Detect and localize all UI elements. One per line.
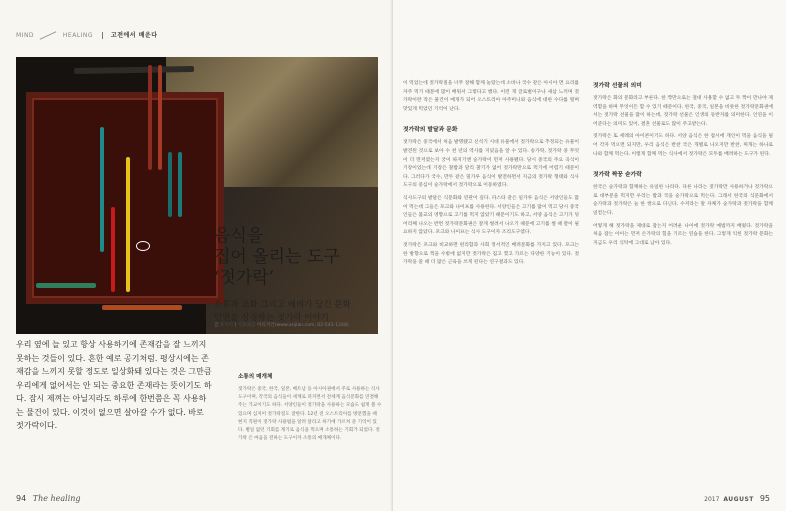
right-page xyxy=(393,0,786,511)
paragraph: 젓가락은 중국에서 처음 발명됐고 신석기 시대 유물에서 젓가락으로 추정되는 유물이 발견된 것으로 보아 수 천 년의 역사를 지녔음을 알 수 있다. 송가락, 젓가락 중 무엇이 더 먼저였는지 궁이 따지기엔 숟가락이 먼저 사용됐다. 당시 중국의 주요 곡식이 기장이었는데 기장은 찰밥과 달리 찰기가 없어 젓가락만으로 먹기에 어렵기 때문이다. 그러다가 국수, 만두 같은 밀가루 음식이 발전하면서 지금의 젓가락 형태와 식사도구의 중심이 숟가락에서 젓가락으로 이동하였다. xyxy=(403,140,579,189)
paragraph: 젓가락은 또 세례의 아이콘이기도 하다. 서양 음식은 한 접시에 개인이 먹을 음식을 덜어 각자 먹으면 되지만, 우리 음식은 반찬 국은 개별로 나오지만 반찬, 찌개는 하나로 나와 함께 먹는다. 이렇게 함께 먹는 식사에서 젓가락은 모두를 배려하는 도구가 된다. xyxy=(593,134,773,157)
paragraph: 한국은 숟가락과 함께하는 유일한 나라다. 다른 나라는 젓가락만 사용하거나 젓가락으로 대부분을 먹지만 우리는 밥과 국을 숟가락으로 먹는다. 그래서 한국의 식문화에서 숟가락과 젓가락은 늘 한 쌍으로 다닌다. 수저라는 말 자체가 숟가락과 젓가락을 함께 일컫는다. xyxy=(593,185,773,216)
chopstick xyxy=(102,305,182,310)
paragraph: 어떻게 해 젓가락을 제대로 잡는지 어려운 나이에 젓가락 예법까지 배웠다. 젓가락을 처음 잡는 아이는 먼저 손가락의 힘을 기르는 연습을 한다. 그렇게 익힌 젓가락 문화는 지금도 우리 식탁에 그대로 남아 있다. xyxy=(593,223,773,246)
byline-credit: 아리지안(www.arijian.com, 02-543-1248) xyxy=(256,323,349,328)
chopstick xyxy=(178,152,182,217)
byline-credit-prefix: 자료제공 xyxy=(237,323,256,328)
subtitle-line: 인연을 상징하는 젓가락 이야기 xyxy=(214,313,329,323)
subheading: 젓가락의 발달과 문화 xyxy=(403,127,458,134)
paragraph: 식사도구의 발달은 식문화와 연관이 깊다. 파스타 같은 일가루 음식은 서양인들도 많이 먹는데 그들은 포크와 나이프를 사용한다. 서양인들은 고기를 많이 먹고 당시 중국인들은 불교의 영향으로 고기를 먹지 않았기 때문이기도 하고, 서양 음식은 고기가 덩어리째 나오는 반면 젓가락문화권은 잘게 썰려서 나오기 때문에 고기를 썰 때 칼이 필요하지 않았다. 포크와 나이프는 식사 도구이자 조리도구였다. xyxy=(403,195,579,236)
byline-sep: | xyxy=(234,323,237,328)
lead-paragraph: 우리 옆에 늘 있고 항상 사용하기에 존재감을 잘 느끼지 못하는 것들이 있다. 흔한 예로 공기처럼. 평상시에는 존재감을 느끼지 못할 정도로 일상화돼 있다는 것은 그만큼 우리에게 없어서는 안 되는 중요한 존재라는 뜻이기도 하다. 잠시 제껴는 아닐지라도 하루에 한번쯤은 꼭 사용하는 물건이 있다. 이것이 없으면 살아갈 수가 없다. 바로 젓가락이다. xyxy=(16,340,212,430)
header-slash xyxy=(40,31,57,40)
folio-month: AUGUST xyxy=(723,496,754,503)
mind-label: MIND xyxy=(16,32,35,39)
section-header xyxy=(16,30,158,39)
subtitle-line: 소통과 조화 그리고 배려가 담긴 문화 xyxy=(214,300,351,310)
byline-author: 유지아 xyxy=(219,323,234,328)
right-folio xyxy=(704,494,770,503)
chopstick xyxy=(100,127,104,252)
sidebar-text: 젓가락은 중국, 한국, 일본, 베트남 등 아시아권에서 주로 사용하는 식사도구이며, 각국의 음식들이 세계로 퍼지면서 전세계 음식문화를 연결해주는 가교이기도 하다. 서양인들이 젓가락을 사용하는 모습도 쉽게 볼 수 있으며 심지어 젓가락질도 잘한다. 12년 전 오스트리아를 방문했을 때 현지 직원이 젓가락 사용법을 알려 달라고 하기에 가르쳐 준 기억이 있다. 별일 없던 기회를 계기로 음식을 먹으며 소통하는 기회가 되었다. 젓가락 은 마음을 전하는 도구이자 소통의 매개체이다. xyxy=(238,387,382,442)
magazine-name: The healing xyxy=(32,494,81,503)
chopstick xyxy=(36,283,96,288)
header-divider xyxy=(102,32,103,39)
byline xyxy=(214,322,349,328)
healing-label: HEALING xyxy=(62,32,94,39)
title-line: ‘젓가락’ xyxy=(214,268,275,288)
column-title: 고전에서 배운다 xyxy=(110,32,158,39)
subheading: 젓가락 선물의 의미 xyxy=(593,83,642,89)
headline-block xyxy=(214,226,351,325)
paragraph: 이 먹었는데 젓가락질을 너무 잘해 함께 놀랐는데 소바나 국수 같은 아시아 면 요리를 자주 먹기 때문에 많이 배워서 그렇다고 했다. 이런 게 글로벌이구나 새삼 느끼며 젓가락이란 작은 물건이 매개가 되어 오스트리아 아주머니와 음식에 대한 수다를 떨며 맛있게 먹었던 기억이 난다. xyxy=(403,81,579,112)
title-line: 음식을 xyxy=(214,226,264,246)
sidebar-heading: 소통의 매개체 xyxy=(238,374,273,380)
right-page-number: 95 xyxy=(759,494,770,503)
headline-title xyxy=(214,226,351,289)
paragraph: 젓가락은 화의 문화라고 부른다. 한 짝만으로는 절대 사용할 수 없고 두 짝이 만나야 제 역할을 하며 무엇이든 할 수 있기 때문이다. 한국, 중국, 일본을 비롯한 젓가락문화권에서는 젓가락 선물을 많이 하는데, 젓가락 선물은 인생의 동반자를 의미한다. 인연을 이어준다는 의미도 있어, 결혼 선물로도 많이 주고받는다. xyxy=(593,96,773,127)
chopstick xyxy=(148,65,152,170)
lacquer-tray xyxy=(26,92,224,304)
byline-prefix: 글 xyxy=(214,323,219,328)
right-column-2 xyxy=(593,80,773,252)
folio-year: 2017 xyxy=(704,496,720,503)
chopstick xyxy=(158,65,162,170)
left-folio xyxy=(16,494,81,503)
chopstick xyxy=(168,152,172,217)
chopstick xyxy=(126,157,130,292)
right-column-1 xyxy=(403,80,579,272)
sidebar-block xyxy=(238,372,382,443)
leaf-ornament xyxy=(136,241,150,251)
chopstick xyxy=(111,207,115,292)
title-line: 집어 올리는 도구 xyxy=(214,247,340,267)
left-page-number: 94 xyxy=(16,494,27,503)
subheading: 젓가락 짝꿍 숟가락 xyxy=(593,172,642,179)
paragraph: 젓가락은 포크와 비교하면 편리함과 사회 정서적인 배려문화를 가지고 있다. 포크는 한 방향으로 찍을 수밖에 없지만 젓가락은 집고 찢고 가르는 다양한 기능이 있다. 젓가락을 쓸 때 더 많은 근육을 쓰게 된다는 연구결과도 있다. xyxy=(403,242,579,266)
